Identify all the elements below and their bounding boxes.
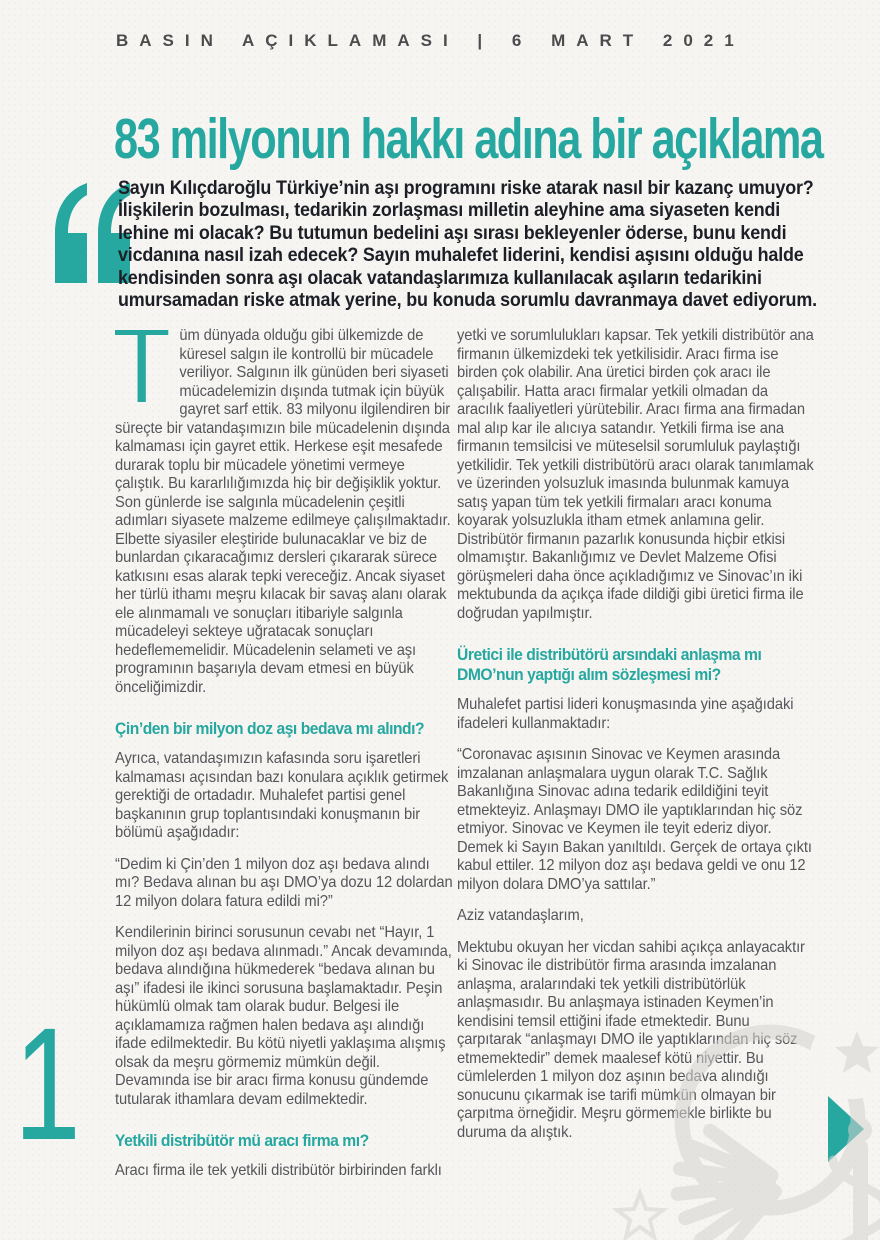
- paragraph-text: üm dünyada olduğu gibi ülkemizde de küresel salgın ile kontrollü bir mücadele veriliyor. Salgının ilk günüden beri siyaseti mücadelemizin dışında tutmak için büyük gayret sarf ettik. 83 milyonu ilgilendiren bir süreçte bir vatandaşımızın bile mücadelenin dışında kalmaması için gayret ettik. Herkese eşit mesafede durarak toplu bir mücadele yönetimi vermeye çalıştık. Bu kararlılığımızda hiç bir değişiklik yoktur. Son günlerde ise salgınla mücadelenin çeşitli adımları siyasete malzeme edilmeye çalışılmaktadır. Elbette siyasiler eleştiride bulunacaklar ve biz de bunlardan çıkaracağımız dersleri çıkararak sürece katkısını esas alarak tepki vereceğiz. Ancak siyaset her türlü ithamı meşru kılacak bir savaş alanı olarak ele alınmamalı ve sonuçları itibariyle salgınla mücadeleyi sekteye uğratacak sonuçları hedeflememelidir. Mücadelenin selameti ve aşı programının başarıyla devam etmesi en büyük önceliğimizdir.: [115, 327, 451, 696]
- quoted-paragraph: “Coronavac aşısının Sinovac ve Keymen arasında imzalanan anlaşmalara uygun olarak T.C. Sağlık Bakanlığına Sinovac adına tedarik edildiğini teyit etmekteyiz. Anlaşmayı DMO ile yaptıklarından hiç söz etmiyor. Sinovac ve Keymen ile teyit ederiz diyor. Demek ki Sayın Bakan yanıltıldı. Gerçek de ortaya çıktı kabul ettiler. 12 milyon doz aşı bedava geldi ve onu 12 milyon dolara DMO’ya sattılar.”: [457, 746, 812, 893]
- section-heading: Çin’den bir milyon doz aşı bedava mı alındı?: [115, 719, 425, 738]
- lead-quote: Sayın Kılıçdaroğlu Türkiye’nin aşı programını riske atarak nasıl bir kazanç umuyor? İlişkilerin bozulması, tedarikin zorlaşması milletin aleyhine ama siyaseten kendi lehine mi olacak? Bu tutumun bedelini aşı sırası bekleyenler öderse, bunu kendi vicdanına nasıl izah edecek? Sayın muhalefet liderini, kendisi aşısını olduğu halde kendisinden sonra aşı olacak vatandaşlarımıza kullanılacak aşıların tedarikini umursamadan riske atmak yerine, bu konuda sorumlu davranmaya davet ediyorum.: [118, 177, 817, 312]
- ministry-emblem-watermark: [550, 925, 880, 1240]
- body-paragraph: [115, 327, 457, 697]
- body-paragraph: Aracı firma ile tek yetkili distribütör birbirinden farklı: [115, 1162, 442, 1179]
- body-paragraph: Ayrıca, vatandaşımızın kafasında soru işaretleri kalmaması açısından bazı konulara açıklık getirmek gerektiği de ortadadır. Muhalefet partisi genel başkanının grup toplantısındaki konuşmanın bir bölümü aşağıdadır:: [115, 750, 449, 841]
- left-column: [115, 327, 457, 1194]
- quoted-paragraph: “Dedim ki Çin’den 1 milyon doz aşı bedava alındı mı? Bedava alınan bu aşı DMO’ya dozu 12 dolardan 12 milyon dolara fatura edildi mi?”: [115, 855, 453, 910]
- body-paragraph: Kendilerinin birinci sorusunun cevabı net “Hayır, 1 milyon doz aşı bedava alınmadı.” Ancak devamında, bedava alındığına hükmederek “bedava alınan bu aşı” ifadesi ile ikinci sorusuna başlamaktadır. Peşin hükümlü olmak tam olarak budur. Belgesi ile açıklamamıza rağmen halen bedava aşı alındığı ifade edilmektedir. Bu kötü niyetli yaklaşıma alışmış olsak da meşru görmemiz mümkün değil. Devamında ise bir aracı firma konusu gündemde tutularak ithamlara devam edilmektedir.: [115, 924, 452, 1108]
- body-paragraph: Muhalefet partisi lideri konuşmasında yine aşağıdaki ifadeleri kullanmaktadır:: [457, 696, 794, 732]
- body-paragraph: yetki ve sorumlulukları kapsar. Tek yetkili distribütör ana firmanın ülkemizdeki tek yetkilisidir. Aracı firma ise birden çok olabilir. Ana üretici birden çok aracı ile çalışabilir. Hatta aracı firmalar yetkili olmadan da aracılık faaliyetleri yürütebilir. Aracı firma ana firmadan mal alıp kar ile alıcıya satandır. Yetkili firma ise ana firmanın temsilcisi ve müteselsil sorumluluk paylaştığı yetkilidir. Tek yetkili distribütörü aracı olarak tanımlamak ve üzerinden yolsuzluk imasında bulunmak kamuya satış yapan tüm tek yetkili firmaları aracı konuma koyarak yolsuzlukla itham etmek anlamına gelir. Distribütör firmanın pazarlık konusunda hiçbir etkisi olmamıştır. Bakanlığımız ve Devlet Malzeme Ofisi görüşmeleri daha önce açıkladığımız ve Sinovac’ın iki mektubunda da açıkça ifade dildiği gibi üretici firma ile doğrudan yapılmıştır.: [457, 327, 814, 622]
- section-heading: Yetkili distribütör mü aracı firma mı?: [115, 1131, 369, 1150]
- page-number: 1: [14, 994, 81, 1173]
- dropcap-t-icon: [115, 327, 179, 403]
- section-heading: Üretici ile distribütörü arsındaki anlaşma mı DMO’nun yaptığı alım sözleşmesi mi?: [457, 645, 762, 684]
- body-paragraph: Mektubu okuyan her vicdan sahibi açıkça anlayacaktır ki Sinovac ile distribütör firma arasında imzalanan anlaşma, aralarındaki tek yetkili distribütörlük anlaşmasıdır. Bu anlaşmaya istinaden Keymen’in kendisini temsil ettiğini ifade etmektedir. Bunu çarpıtarak “anlaşmayı DMO ile yaptıklarından hiç söz etmemektedir” demek maalesef kötü niyettir. Bu cümlelerden 1 milyon doz aşının bedava alındığı sonucunu çıkarmak ise tarifi mümkün olmayan bir çarpıtma örneğidir. Meşru görmemekle birlikte bu duruma da alıştık.: [457, 938, 805, 1141]
- body-paragraph: Aziz vatandaşlarım,: [457, 907, 584, 924]
- kicker: BASIN AÇIKLAMASI | 6 MART 2021: [116, 31, 745, 50]
- page-title: 83 milyonun hakkı adına bir açıklama: [114, 107, 823, 171]
